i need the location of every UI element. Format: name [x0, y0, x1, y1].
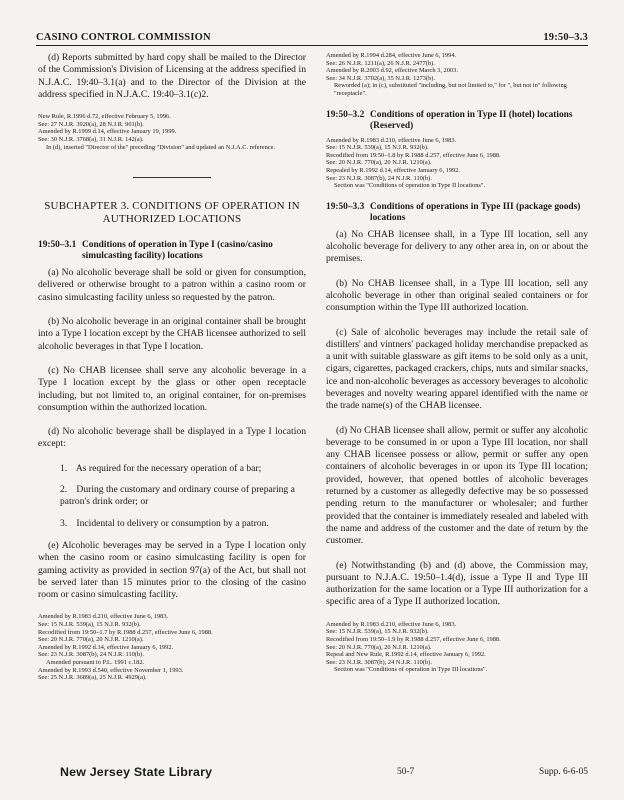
history-line: Recodified from 19:50–1.8 by R.1988 d.257, effective June 6, 1988. [326, 151, 501, 159]
history-line: Amended by R.1992 d.14, effective January 6, 1992. [38, 643, 174, 651]
history-line: See: 20 N.J.R. 770(a), 20 N.J.R. 1210(a). [38, 636, 144, 644]
history-note-3-2 [326, 137, 588, 190]
paragraph-3-3-d: (d) No CHAB licensee shall allow, permit or suffer any alcoholic beverage to be consumed in or upon a Type III location, nor shall any CHAB licensee possess or allow, permit or suffer any open containers of alcoholic beverages in or upon its Type III location; provided, however, that opened bottles of alcoholic beverages returned by a customer as allegedly defective may be so possessed pending return to the manufacturer or wholesaler; and further provided that the container is immediately resealed and labeled with the name and address of the customer and the date of return by the customer. [326, 424, 588, 547]
history-line: See: 15 N.J.R. 539(a), 15 N.J.R. 932(b). [38, 620, 141, 628]
history-line: Recodified from 19:50–1.9 by R.1988 d.257, effective June 6, 1988. [326, 635, 501, 643]
history-annotation: Section was "Conditions of operation in Type III locations". [334, 666, 488, 674]
section-title: Conditions of operation in Type I (casino/casino simulcasting facility) locations [82, 240, 273, 262]
history-line: See: 20 N.J.R. 770(a), 20 N.J.R. 1210(a). [326, 159, 432, 167]
history-line: See: 23 N.J.R. 3087(b), 24 N.J.R. 110(b). [38, 651, 144, 659]
history-line: Repealed by R.1992 d.14, effective January 6, 1992. [326, 166, 461, 174]
section-title: Conditions of operations in Type III (package goods) locations [370, 201, 581, 223]
list-item [60, 463, 306, 475]
section-number: 19:50–3.2 [326, 109, 365, 120]
history-line: Amended by R.1999 d.14, effective January 19, 1999. [38, 128, 177, 136]
section-heading-3-2 [326, 110, 588, 132]
paragraph-3-3-c: (c) Sale of alcoholic beverages may include the retail sale of distillers' and vintners' packaged holiday merchandise prepacked as a unit with suitable glassware as gift items to be sold only as a unit, cigars, cigarettes, packaged crackers, chips, nuts and similar snacks, ice and non-alcoholic beverages as accessory beverages to alcoholic beverages and novelty wearing apparel identified with the name or the trade name(s) of the CHAB licensee. [326, 326, 588, 412]
list-number: 2. [60, 484, 68, 496]
history-line: See: 26 N.J.R. 1211(a), 26 N.J.R. 2477(b). [326, 59, 435, 67]
left-column [38, 52, 306, 694]
history-note-3-1-cont [326, 52, 588, 98]
subchapter-heading: SUBCHAPTER 3. CONDITIONS OF OPERATION IN AUTHORIZED LOCATIONS [44, 200, 300, 226]
history-line: Amended by R.1993 d.540, effective November 1, 1993. [38, 666, 184, 674]
paragraph-3-1-b: (b) No alcoholic beverage in an original container shall be brought into a Type I location except by the CHAB licensee authorized to sell alcoholic beverages in that Type I location. [38, 316, 306, 352]
history-line: Amended by R.1994 d.284, effective June 6, 1994. [326, 52, 457, 59]
paragraph-reports: (d) Reports submitted by hard copy shall be mailed to the Director of the Commission's Division of Licensing at the address specified in N.J.A.C. 19:40–3.1(a) and to the Director of the Division at the address specified in N.J.A.C. 19:40–3.1(c)2. [38, 52, 306, 100]
page-number: 50-7 [397, 767, 415, 777]
history-line: New Rule, R.1996 d.72, effective February 5, 1996. [38, 113, 171, 121]
history-note-3-0 [38, 113, 306, 151]
page-footer [36, 762, 588, 782]
running-header [36, 30, 588, 46]
section-number: 19:50–3.1 [38, 240, 77, 251]
supplement-date: Supp. 6-6-05 [539, 767, 588, 777]
paragraph-3-1-e: (e) Alcoholic beverages may be served in a Type I location only when the casino room or casino simulcasting facility is open for gaming activity as provided in section 97(a) of the Act, but shall not be served later than 15 minutes prior to the closing of the casino room or casino simulcasting facility. [38, 539, 306, 601]
list-text: During the customary and ordinary course of preparing a patron's drink order; or [60, 484, 295, 508]
list-number: 3. [60, 517, 68, 529]
list-text: Incidental to delivery or consumption by a patron. [76, 517, 269, 529]
history-line: See: 27 N.J.R. 3920(a), 28 N.J.R. 901(b). [38, 120, 144, 128]
history-line: See: 23 N.J.R. 3087(b), 24 N.J.R. 110(b). [326, 658, 432, 666]
section-heading-3-3 [326, 202, 588, 224]
history-line: Amended by R.1983 d.210, effective June 6, 1983. [326, 136, 457, 144]
history-annotation: Section was "Conditions of operation in Type II locations". [334, 182, 486, 190]
history-line: See: 34 N.J.R. 3702(a), 35 N.J.R. 1273(b). [326, 74, 435, 82]
paragraph-3-3-b: (b) No CHAB licensee shall, in a Type III location, sell any alcoholic beverage in other than original sealed containers or for consumption within the Type III authorized location. [326, 277, 588, 314]
history-line: Repeal and New Rule, R.1992 d.14, effective January 6, 1992. [326, 651, 486, 659]
paragraph-3-1-d: (d) No alcoholic beverage shall be displayed in a Type I location except: [38, 426, 306, 450]
history-line: Amended pursuant to P.L. 1991 c.182. [46, 658, 145, 666]
paragraph-3-3-a: (a) No CHAB licensee shall, in a Type III location, sell any alcoholic beverage for delivery to any other area in, on or about the premises. [326, 228, 588, 265]
section-title: Conditions of operation in Type II (hotel) locations (Reserved) [370, 109, 573, 131]
history-line: Amended by R.2003 d.92, effective March 3, 2003. [326, 67, 458, 75]
library-stamp: New Jersey State Library [60, 765, 213, 779]
list-item [60, 518, 306, 530]
paragraph-3-3-e: (e) Notwithstanding (b) and (d) above, the Commission may, pursuant to N.J.A.C. 19:50–1.4(d), issue a Type II and Type III authorization for the same location or a Type III authorization for a specific area of a Type II authorized location. [326, 559, 588, 608]
history-annotation: In (d), inserted "Director of the" preceding "Division" and updated an N.J.A.C. reference. [46, 143, 276, 151]
history-line: See: 25 N.J.R. 3689(a), 25 N.J.R. 4929(a). [38, 674, 147, 682]
section-number: 19:50–3.3 [326, 201, 365, 212]
header-section: 19:50–3.3 [543, 32, 588, 43]
history-line: See: 23 N.J.R. 3087(b), 24 N.J.R. 110(b). [326, 174, 432, 182]
section-heading-3-1 [38, 240, 306, 262]
history-note-3-3 [326, 621, 588, 674]
list-number: 1. [60, 462, 68, 474]
history-line: Amended by R.1983 d.210, effective June 6, 1983. [38, 613, 169, 621]
exception-list [38, 463, 306, 530]
header-agency: CASINO CONTROL COMMISSION [36, 32, 211, 43]
history-annotation: Reworded (a); in (c), substituted "including, but not limited to," for ", but not in" following "receptacle". [334, 82, 567, 97]
section-divider [133, 177, 211, 178]
right-column [326, 52, 588, 686]
history-line: Amended by R.1983 d.210, effective June 6, 1983. [326, 620, 457, 628]
list-item [60, 484, 306, 509]
paragraph-3-1-c: (c) No CHAB licensee shall serve any alcoholic beverage in a Type I location except by the glass or other open receptacle including, but not limited to, an original container, for on-premises consumption within the authorized location. [38, 364, 306, 413]
paragraph-3-1-a: (a) No alcoholic beverage shall be sold or given for consumption, delivered or otherwise brought to a patron within a casino room or casino simulcasting facility unless so requested by the patron. [38, 267, 306, 303]
history-line: See: 30 N.J.R. 3768(a), 31 N.J.R. 142(a). [38, 135, 144, 143]
history-note-3-1 [38, 613, 306, 681]
history-line: See: 15 N.J.R. 539(a), 15 N.J.R. 932(b). [326, 628, 429, 636]
list-text: As required for the necessary operation of a bar; [75, 462, 262, 474]
history-line: See: 15 N.J.R. 539(a), 15 N.J.R. 932(b). [326, 144, 429, 152]
history-line: Recodified from 19:50–1.7 by R.1988 d.257, effective June 6, 1988. [38, 628, 213, 636]
history-line: See: 20 N.J.R. 770(a), 20 N.J.R. 1210(a). [326, 643, 432, 651]
